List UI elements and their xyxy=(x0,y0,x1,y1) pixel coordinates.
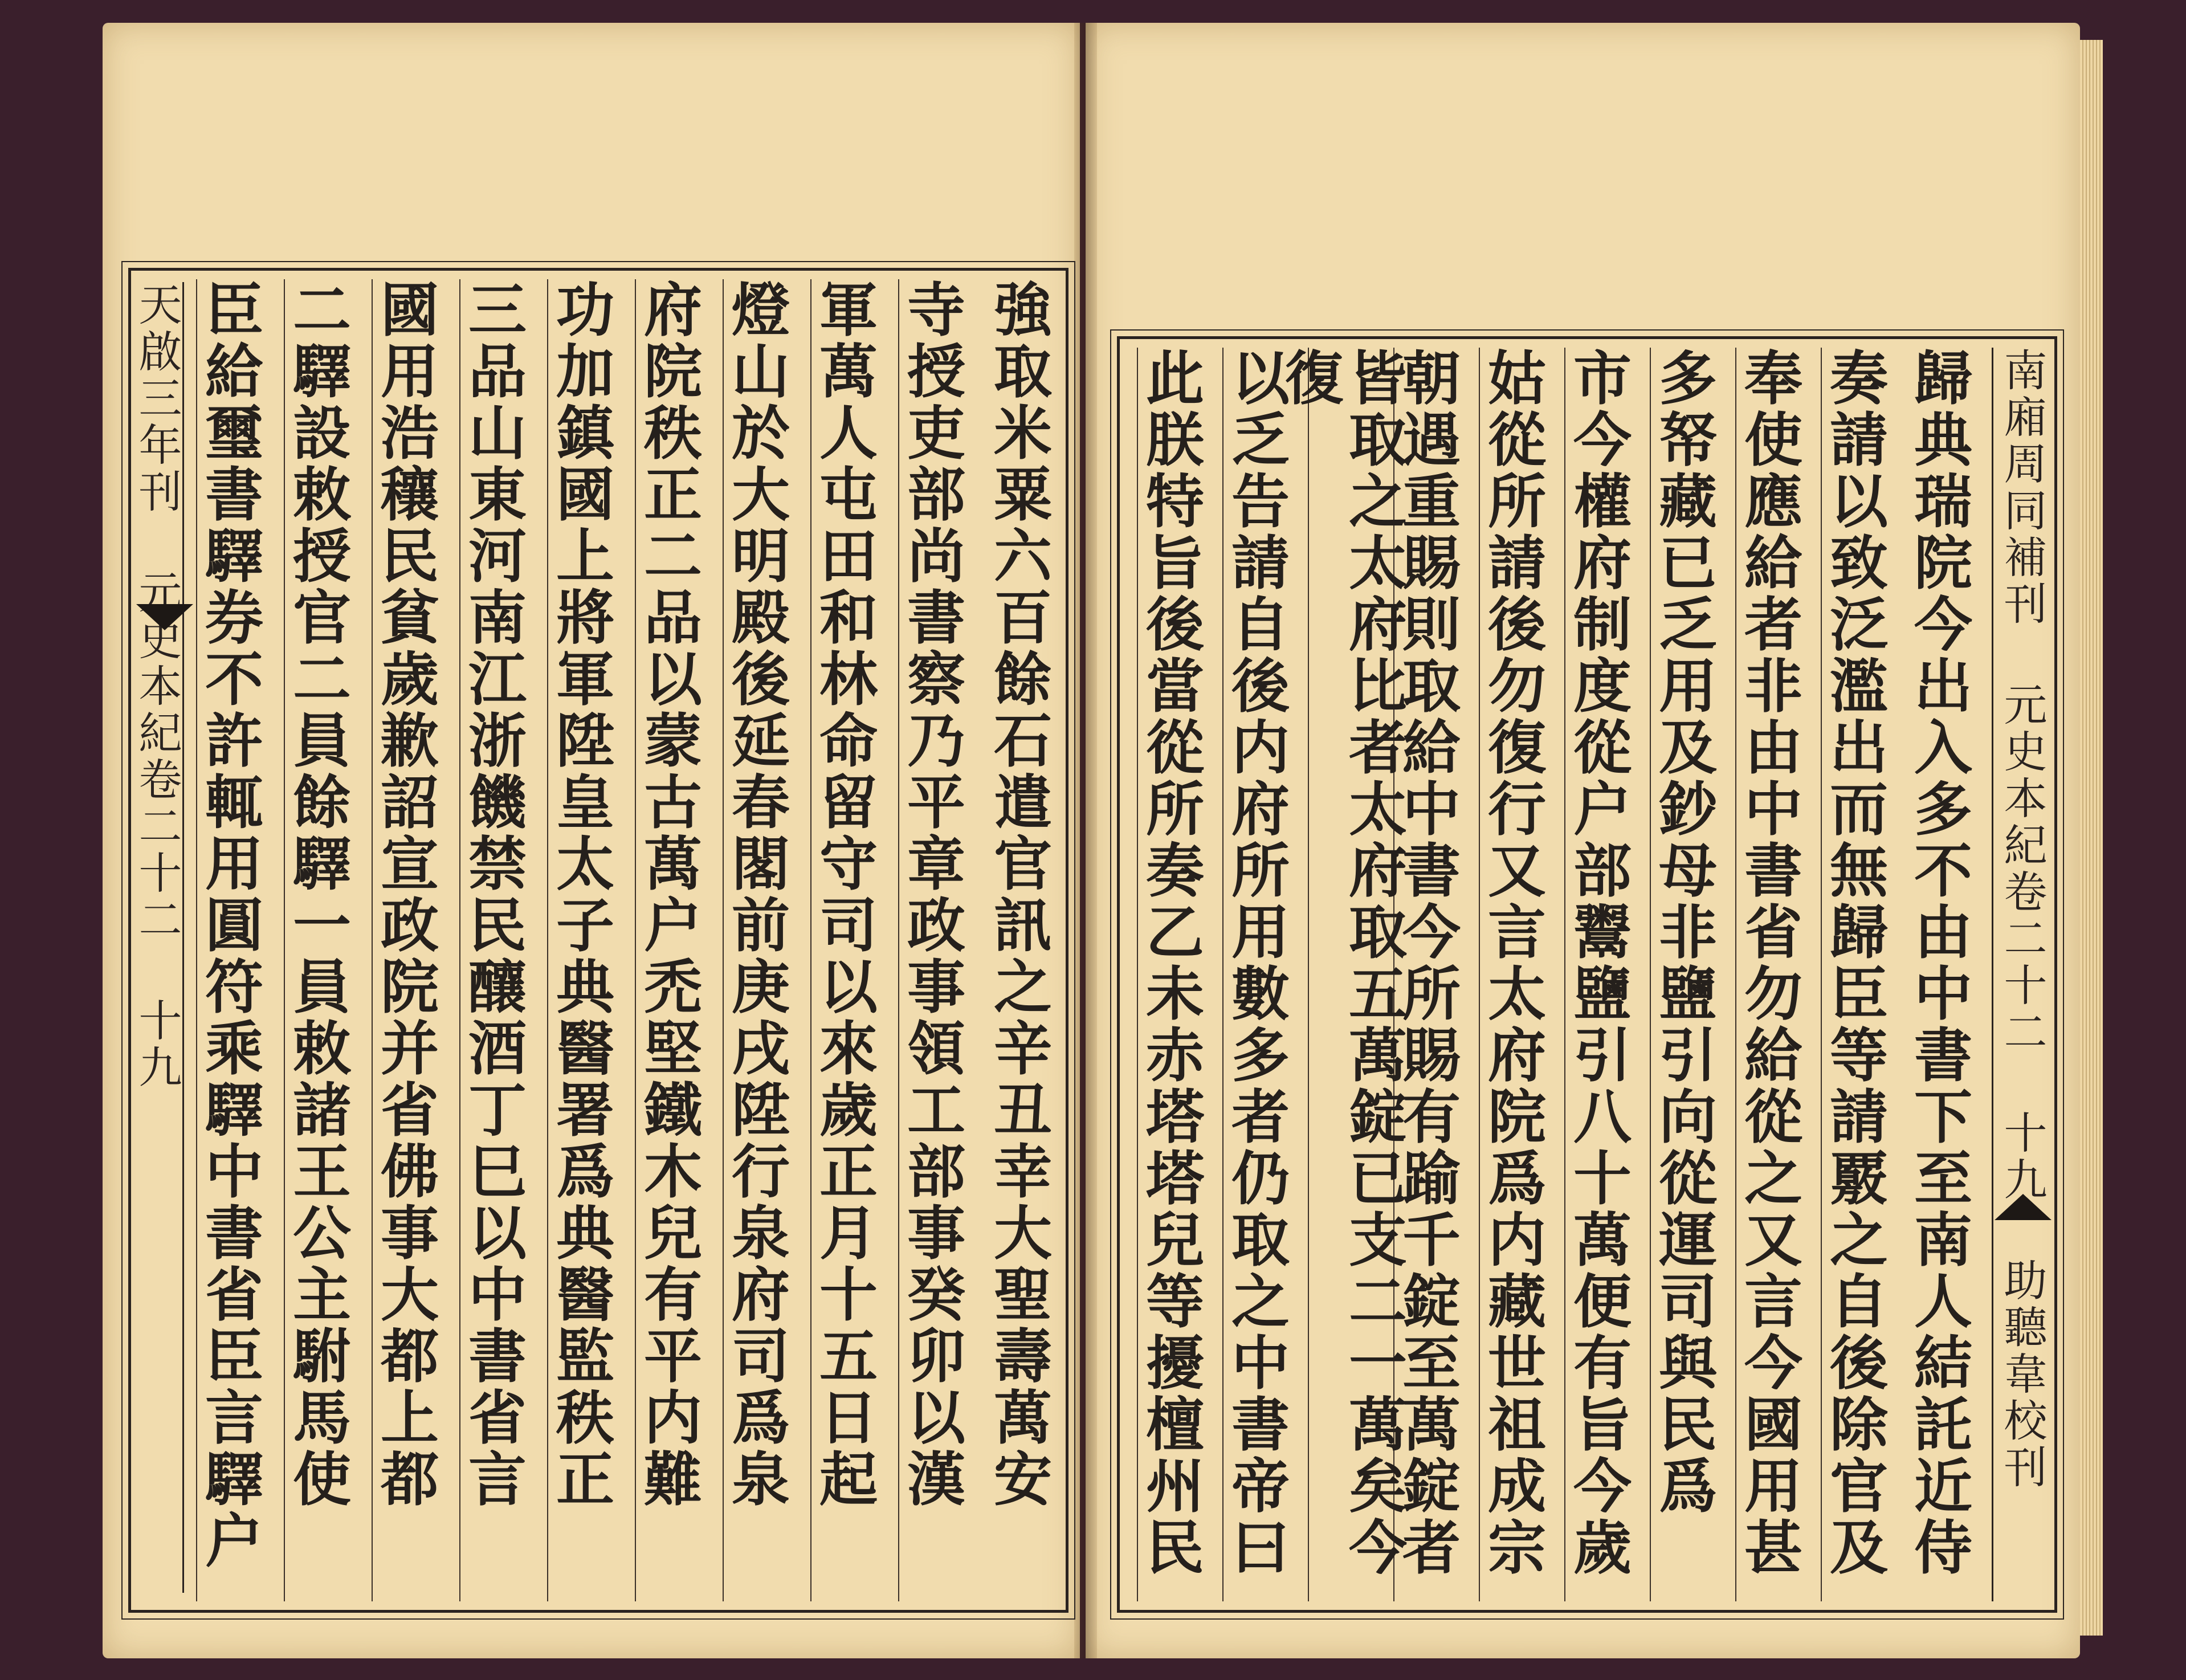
right-column-5: 市今權府制度從户部鬻鹽引八十萬便有旨今歲 xyxy=(1564,348,1630,1601)
right-page-margin-text: 南廂周同補刊 元史本紀卷二十二 十九 助聽韋校刊 xyxy=(1992,348,2050,1601)
left-column-10: 臣給璽書驛券不許輒用圓符乘驛中書省臣言驛户 xyxy=(196,279,262,1601)
right-column-3: 奉使應給者非由中書省勿給從之又言今國用甚 xyxy=(1735,348,1801,1601)
right-column-2: 奏請以致泛濫出而無歸臣等請覈之自後除官及 xyxy=(1821,348,1887,1601)
fishtail-mark-right xyxy=(1995,1194,2052,1220)
left-column-6: 功加鎮國上將軍陞皇太子典醫署爲典醫監秩正 xyxy=(547,279,613,1601)
left-column-5: 府院秩正二品以蒙古萬户禿堅鐵木兒有平内難 xyxy=(635,279,701,1601)
left-column-2: 寺授吏部尚書察乃平章政事領工部事癸卯以漢 xyxy=(898,279,964,1601)
left-column-7: 三品山東河南江浙饑禁民釀酒丁巳以中書省言 xyxy=(459,279,525,1601)
left-column-4: 燈山於大明殿後延春閣前庚戌陞行泉府司爲泉 xyxy=(723,279,789,1601)
left-column-9: 二驛設敕授官二員餘驛一員敕諸王公主駙馬使 xyxy=(284,279,350,1601)
right-column-1: 歸典瑞院今出入多不由中書下至南人結託近侍 xyxy=(1904,348,1973,1579)
left-column-8: 國用浩穰民貧歲歉詔宣政院并省佛事大都上都 xyxy=(372,279,438,1601)
left-column-3: 軍萬人屯田和林命留守司以來歲正月十五日起 xyxy=(810,279,876,1601)
right-column-6: 姑從所請後勿復行又言太府院爲内藏世祖成宗 xyxy=(1479,348,1545,1601)
page-edge-stack xyxy=(2080,40,2103,1636)
right-column-8: 皆取之太府比者太府取五萬錠已支二一萬矣今復 xyxy=(1308,348,1374,1601)
fishtail-mark-left xyxy=(136,604,193,630)
right-column-4: 多帑藏已乏用及鈔母非鹽引向從運司與民爲 xyxy=(1650,348,1716,1601)
right-column-7: 朝遇重賜則取給中書今所賜有踰千錠至萬錠者 xyxy=(1393,348,1459,1601)
right-column-10: 此朕特旨後當從所奏乙未赤塔塔兒等擾檀州民 xyxy=(1137,348,1203,1601)
left-page-margin-text: 天啟三年刊 元史本紀卷二十二 十九 xyxy=(131,282,184,1593)
book-gutter xyxy=(1074,23,1097,1658)
left-column-1: 強取米粟六百餘石遣官訊之辛丑幸大聖壽萬安 xyxy=(984,279,1053,1510)
right-column-9: 以乏告請自後内府所用數多者仍取之中書帝曰 xyxy=(1222,348,1288,1601)
